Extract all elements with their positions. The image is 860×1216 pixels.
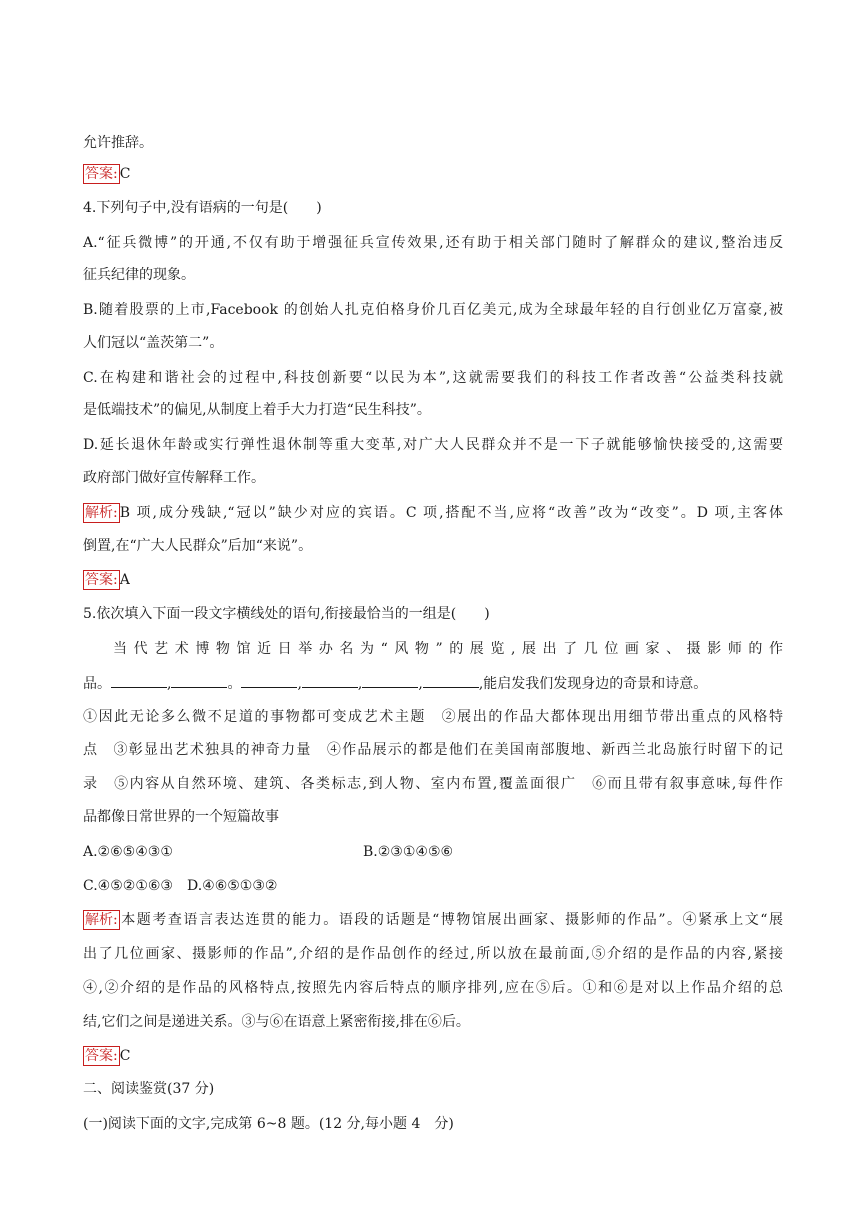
answer-value: A bbox=[119, 572, 130, 588]
blank-4 bbox=[302, 673, 358, 688]
q4-option-d-line2: 政府部门做好宣传解释工作。 bbox=[83, 470, 265, 486]
blank-2 bbox=[171, 673, 227, 688]
q5-items-line3: 录 ⑤内容从自然环境、建筑、各类标志,到人物、室内布置,覆盖面很广 ⑥而且带有叙事意味,每件作 bbox=[83, 776, 783, 792]
q4-option-b-line1: B.随着股票的上市,Facebook 的创始人扎克伯格身价几百亿美元,成为全球最年轻的自行创业亿万富豪,被 bbox=[83, 302, 783, 318]
answer-value: C bbox=[119, 166, 131, 182]
q5-passage-line2: 品。 , 。 , , , ,能启发我们发现身边的奇景和诗意。 bbox=[83, 673, 783, 694]
q5-passage-line1: 当代艺术博物馆近日举办名为“风物”的展览,展出了几位画家、摄影师的作 bbox=[113, 641, 783, 657]
answer-label: 答案: bbox=[85, 166, 118, 182]
q3-answer-line bbox=[83, 164, 783, 184]
q5-analysis-line4: 结,它们之间是递进关系。③与⑥在语意上紧密衔接,排在⑥后。 bbox=[83, 1014, 470, 1030]
q5-items-line2: 点 ③彰显出艺术独具的神奇力量 ④作品展示的都是他们在美国南部腹地、新西兰北岛旅行时留下的记 bbox=[83, 742, 783, 758]
analysis-text: B 项,成分残缺,“冠以”缺少对应的宾语。C 项,搭配不当,应将“改善”改为“改变”。D 项,主客体 bbox=[119, 505, 783, 521]
passage-text: 品。 bbox=[83, 676, 111, 692]
answer-label: 答案: bbox=[85, 1048, 118, 1064]
q5-answer-line bbox=[83, 1046, 783, 1066]
q5-analysis-line3: ④,②介绍的是作品的风格特点,按照先内容后特点的顺序排列,应在⑤后。①和⑥是对以上作品介绍的总 bbox=[83, 980, 783, 996]
q5-option-b: B.②③①④⑤⑥ bbox=[363, 844, 454, 860]
blank-5 bbox=[362, 673, 418, 688]
q4-analysis-line1 bbox=[83, 503, 783, 523]
continuation-text: 允许推辞。 bbox=[83, 135, 153, 151]
q4-answer-line bbox=[83, 570, 783, 590]
q4-option-d-line1: D.延长退休年龄或实行弹性退休制等重大变革,对广大人民群众并不是一下子就能够愉快接受的,这需要 bbox=[83, 437, 783, 453]
passage-text: ,能启发我们发现身边的奇景和诗意。 bbox=[478, 676, 708, 692]
section-subheading: (一)阅读下面的文字,完成第 6~8 题。(12 分,每小题 4 分) bbox=[83, 1116, 454, 1132]
q4-option-a-line2: 征兵纪律的现象。 bbox=[83, 267, 195, 283]
analysis-label: 解析: bbox=[85, 505, 118, 521]
analysis-label: 解析: bbox=[85, 912, 118, 928]
q4-option-c-line1: C.在构建和谐社会的过程中,科技创新要“以民为本”,这就需要我们的科技工作者改善“公益类科技就 bbox=[83, 370, 783, 386]
analysis-text: 本题考查语言表达连贯的能力。语段的话题是“博物馆展出画家、摄影师的作品”。④紧承上文“展 bbox=[119, 912, 783, 928]
q4-option-a-line1: A.“征兵微博”的开通,不仅有助于增强征兵宣传效果,还有助于相关部门随时了解群众的建议,整治违反 bbox=[83, 235, 783, 251]
blank-6 bbox=[423, 673, 479, 688]
q4-analysis-line2: 倒置,在“广大人民群众”后加“来说”。 bbox=[83, 538, 313, 554]
q5-stem: 5.依次填入下面一段文字横线处的语句,衔接最恰当的一组是( ) bbox=[83, 606, 490, 622]
q5-options-ab bbox=[83, 842, 783, 862]
blank-3 bbox=[241, 673, 297, 688]
section-heading: 二、阅读鉴赏(37 分) bbox=[83, 1081, 215, 1097]
q4-stem: 4.下列句子中,没有语病的一句是( ) bbox=[83, 200, 322, 216]
answer-value: C bbox=[119, 1048, 131, 1064]
q4-option-c-line2: 是低端技术”的偏见,从制度上着手大力打造“民生科技”。 bbox=[83, 402, 431, 418]
q5-option-a: A.②⑥⑤④③① bbox=[83, 844, 173, 860]
q5-items-line4: 品都像日常世界的一个短篇故事 bbox=[83, 809, 279, 825]
blank-1 bbox=[111, 673, 167, 688]
q5-options-cd: C.④⑤②①⑥③ D.④⑥⑤①③② bbox=[83, 878, 278, 894]
q5-analysis-line2: 出了几位画家、摄影师的作品”,介绍的是作品创作的经过,所以放在最前面,⑤介绍的是作品的内容,紧接 bbox=[83, 946, 783, 962]
q5-items-line1: ①因此无论多么微不足道的事物都可变成艺术主题 ②展出的作品大都体现出用细节带出重点的风格特 bbox=[83, 709, 783, 725]
q4-option-b-line2: 人们冠以“盖茨第二”。 bbox=[83, 335, 224, 351]
answer-label: 答案: bbox=[85, 572, 118, 588]
q5-analysis-line1 bbox=[83, 910, 783, 930]
